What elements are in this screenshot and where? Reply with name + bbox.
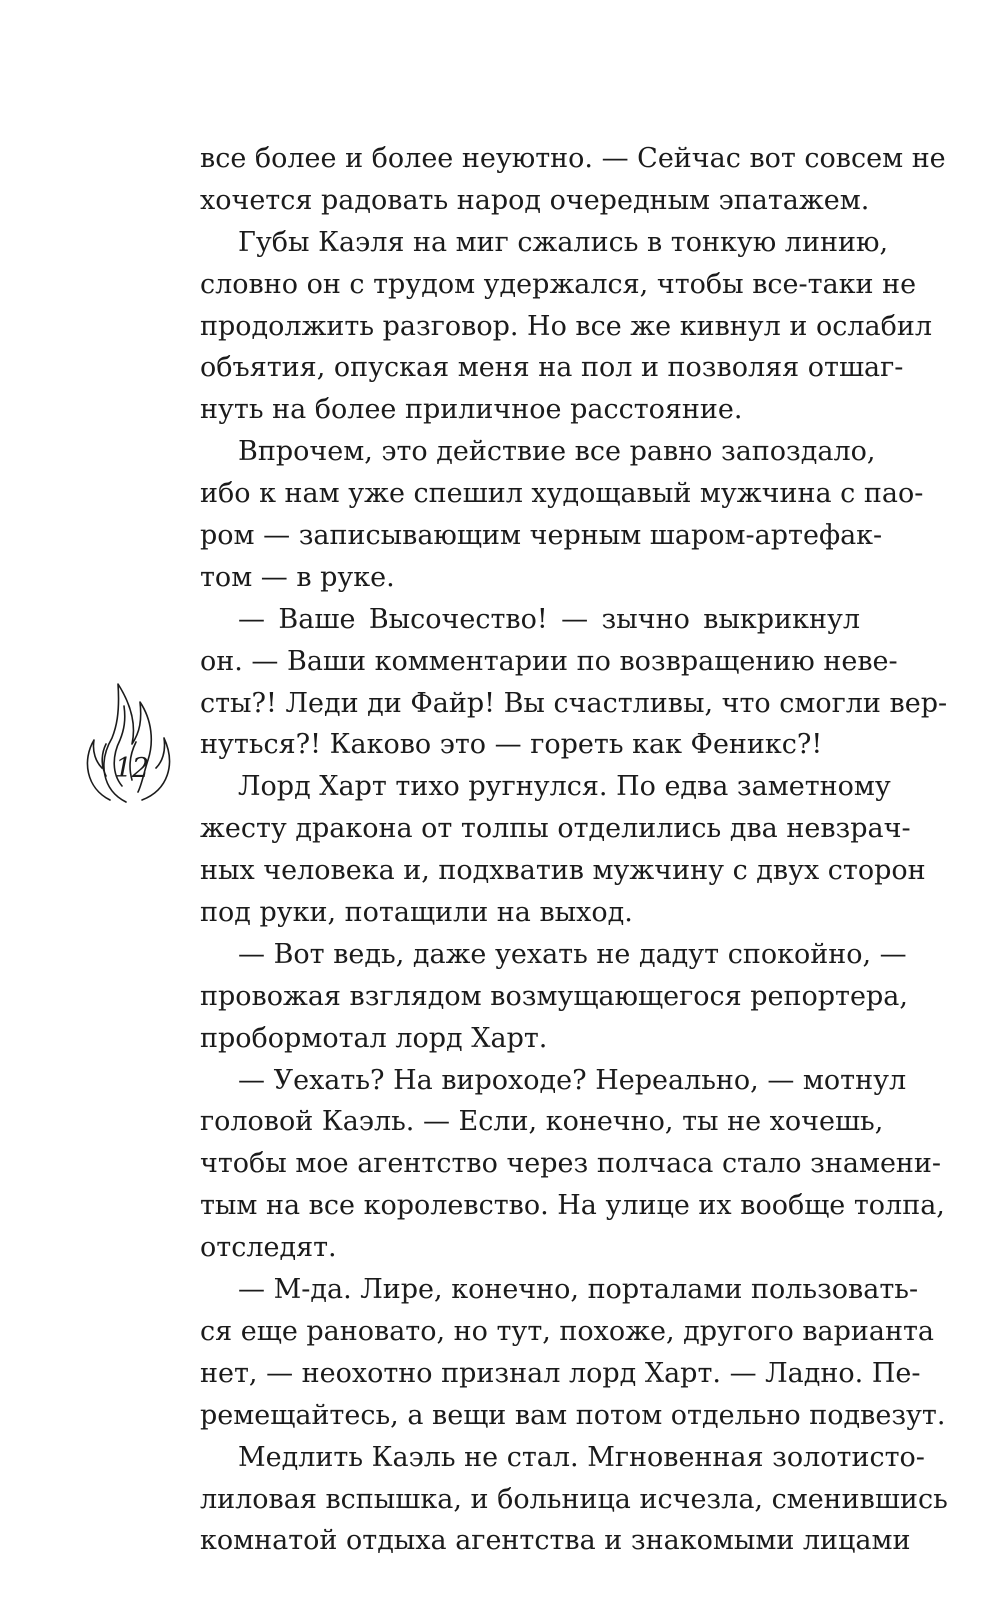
text-line: Медлить Каэль не стал. Мгновенная золотисто- [238, 1441, 925, 1473]
text-line: тым на все королевство. На улице их вообще толпа, [200, 1190, 945, 1222]
page-folio [72, 680, 192, 810]
text-line: нуться?! Каково это — гореть как Феникс?! [200, 729, 823, 761]
text-line: жесту дракона от толпы отделились два невзрач- [200, 813, 911, 845]
text-line: — Уехать? На вироходе? Нереально, — мотнул [238, 1064, 907, 1096]
text-line: — Ваше Высочество! — зычно выкрикнул [238, 603, 860, 635]
text-line: — Вот ведь, даже уехать не дадут спокойно, — [238, 938, 907, 970]
text-line: провожая взглядом возмущающегося репортера, [200, 980, 908, 1012]
text-line: комнатой отдыха агентства и знакомыми лицами [200, 1525, 911, 1557]
text-line: том — в руке. [200, 561, 395, 593]
text-line: — М-да. Лире, конечно, порталами пользовать- [238, 1274, 919, 1306]
page-number: 12 [114, 753, 150, 784]
text-line: хочется радовать народ очередным эпатажем. [200, 184, 870, 216]
text-line: чтобы мое агентство через полчаса стало знамени- [200, 1148, 942, 1180]
text-line: объятия, опуская меня на пол и позволяя отшаг- [200, 352, 904, 384]
text-line: сты?! Леди ди Файр! Вы счастливы, что смогли вер- [200, 687, 948, 719]
text-line: словно он с трудом удержался, чтобы все-таки не [200, 268, 917, 300]
text-line: под руки, потащили на выход. [200, 897, 633, 929]
text-line: ся еще рановато, но тут, похоже, другого варианта [200, 1315, 935, 1347]
text-line: все более и более неуютно. — Сейчас вот совсем не [200, 143, 946, 174]
text-line: ремещайтесь, а вещи вам потом отдельно подвезут. [200, 1399, 946, 1431]
text-line: Губы Каэля на миг сжались в тонкую линию, [238, 226, 889, 258]
text-line: ных человека и, подхватив мужчину с двух сторон [200, 855, 926, 887]
text-line: нуть на более приличное расстояние. [200, 394, 743, 426]
text-line: продолжить разговор. Но все же кивнул и ослабил [200, 310, 932, 342]
text-line: Впрочем, это действие все равно запоздало, [238, 436, 876, 468]
text-line: ром — записывающим черным шаром-артефак- [200, 520, 883, 552]
text-line: головой Каэль. — Если, конечно, ты не хочешь, [200, 1106, 884, 1138]
text-line: он. — Ваши комментарии по возвращению неве- [200, 645, 898, 677]
text-line: Лорд Харт тихо ругнулся. По едва заметному [238, 771, 891, 803]
text-line: пробормотал лорд Харт. [200, 1022, 548, 1054]
text-line: отследят. [200, 1232, 337, 1264]
flame-ornament-icon [72, 680, 192, 810]
text-line: лиловая вспышка, и больница исчезла, сменившись [200, 1483, 948, 1515]
text-line: нет, — неохотно признал лорд Харт. — Ладно. Пе- [200, 1357, 921, 1389]
text-line: ибо к нам уже спешил худощавый мужчина с пао- [200, 478, 924, 510]
body-text [200, 138, 948, 1562]
